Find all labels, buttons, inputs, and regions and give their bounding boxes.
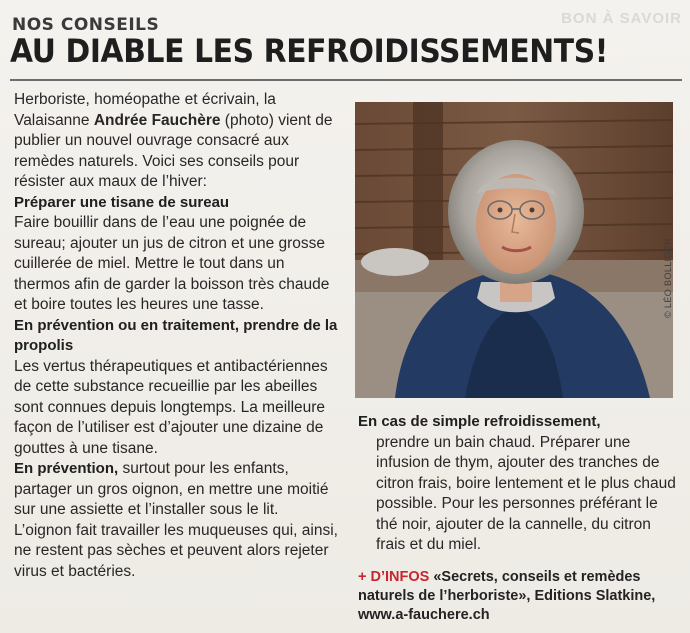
left-column: [14, 90, 339, 582]
tip-onion-title: En prévention,: [14, 460, 119, 477]
photo-credit: © LÉO BOLLIGER: [663, 237, 673, 318]
right-column: [358, 412, 678, 556]
tip-onion-body: surtout pour les enfants, partager un gros oignon, en mettre une moitié sur une assiette et l’installer sous le lit. L’oignon fait travailler les muqueuses qui, ainsi, ne restent pas sèches et peuvent alors rejeter virus et bactéries.: [14, 460, 338, 580]
tip-onion-paragraph: [14, 459, 339, 582]
intro-paragraph: [14, 90, 339, 193]
intro-tail: (photo) vient de publier un nouvel ouvrage consacré aux remèdes naturels. Voici ses conseils pour résister aux maux de l’hiver:: [14, 111, 333, 190]
more-info-label: + D’INFOS: [358, 569, 430, 585]
section-kicker: NOS CONSEILS: [12, 15, 160, 35]
tip-bath-title: En cas de simple refroidissement,: [358, 413, 601, 430]
author-photo: [355, 102, 673, 398]
headline-rule: [10, 79, 682, 81]
tip-bath-body: prendre un bain chaud. Préparer une infusion de thym, ajouter des tranches de citron frais, boire lentement et le plus chaud possible. Pour les personnes préférant le thé noir, ajouter de la cannelle, du citron frais et du miel.: [376, 433, 676, 553]
tip-elder-title: Préparer une tisane de sureau: [14, 193, 230, 211]
tip-propolis-body: Les vertus thérapeutiques et antibactériennes de cette substance recueillie par les abeilles sont connues depuis longtemps. La meilleure façon de l’utiliser est d’ajouter une dizaine de gouttes à une tisane.: [14, 357, 328, 457]
adjacent-column-bleed: BON À SAVOIR: [561, 10, 682, 27]
more-info-box: [358, 568, 678, 625]
tip-propolis-title: En prévention ou en traitement, prendre de la propolis: [14, 316, 338, 354]
book-reference: «Secrets, conseils et remèdes naturels de l’herboriste», Editions Slatkine,: [358, 569, 656, 604]
author-name: Andrée Fauchère: [93, 111, 221, 129]
intro-lead: Herboriste, homéopathe et écrivain, la Valaisanne: [14, 91, 276, 129]
website-link[interactable]: www.a-fauchere.ch: [358, 607, 490, 623]
headline: AU DIABLE LES REFROIDISSEMENTS!: [10, 32, 609, 70]
tip-elder-body: Faire bouillir dans de l’eau une poignée de sureau; ajouter un jus de citron et une grosse cuillerée de miel. Mettre le tout dans un thermos afin de garder la boisson très chaude et boire toutes les heures une tasse.: [14, 214, 330, 313]
